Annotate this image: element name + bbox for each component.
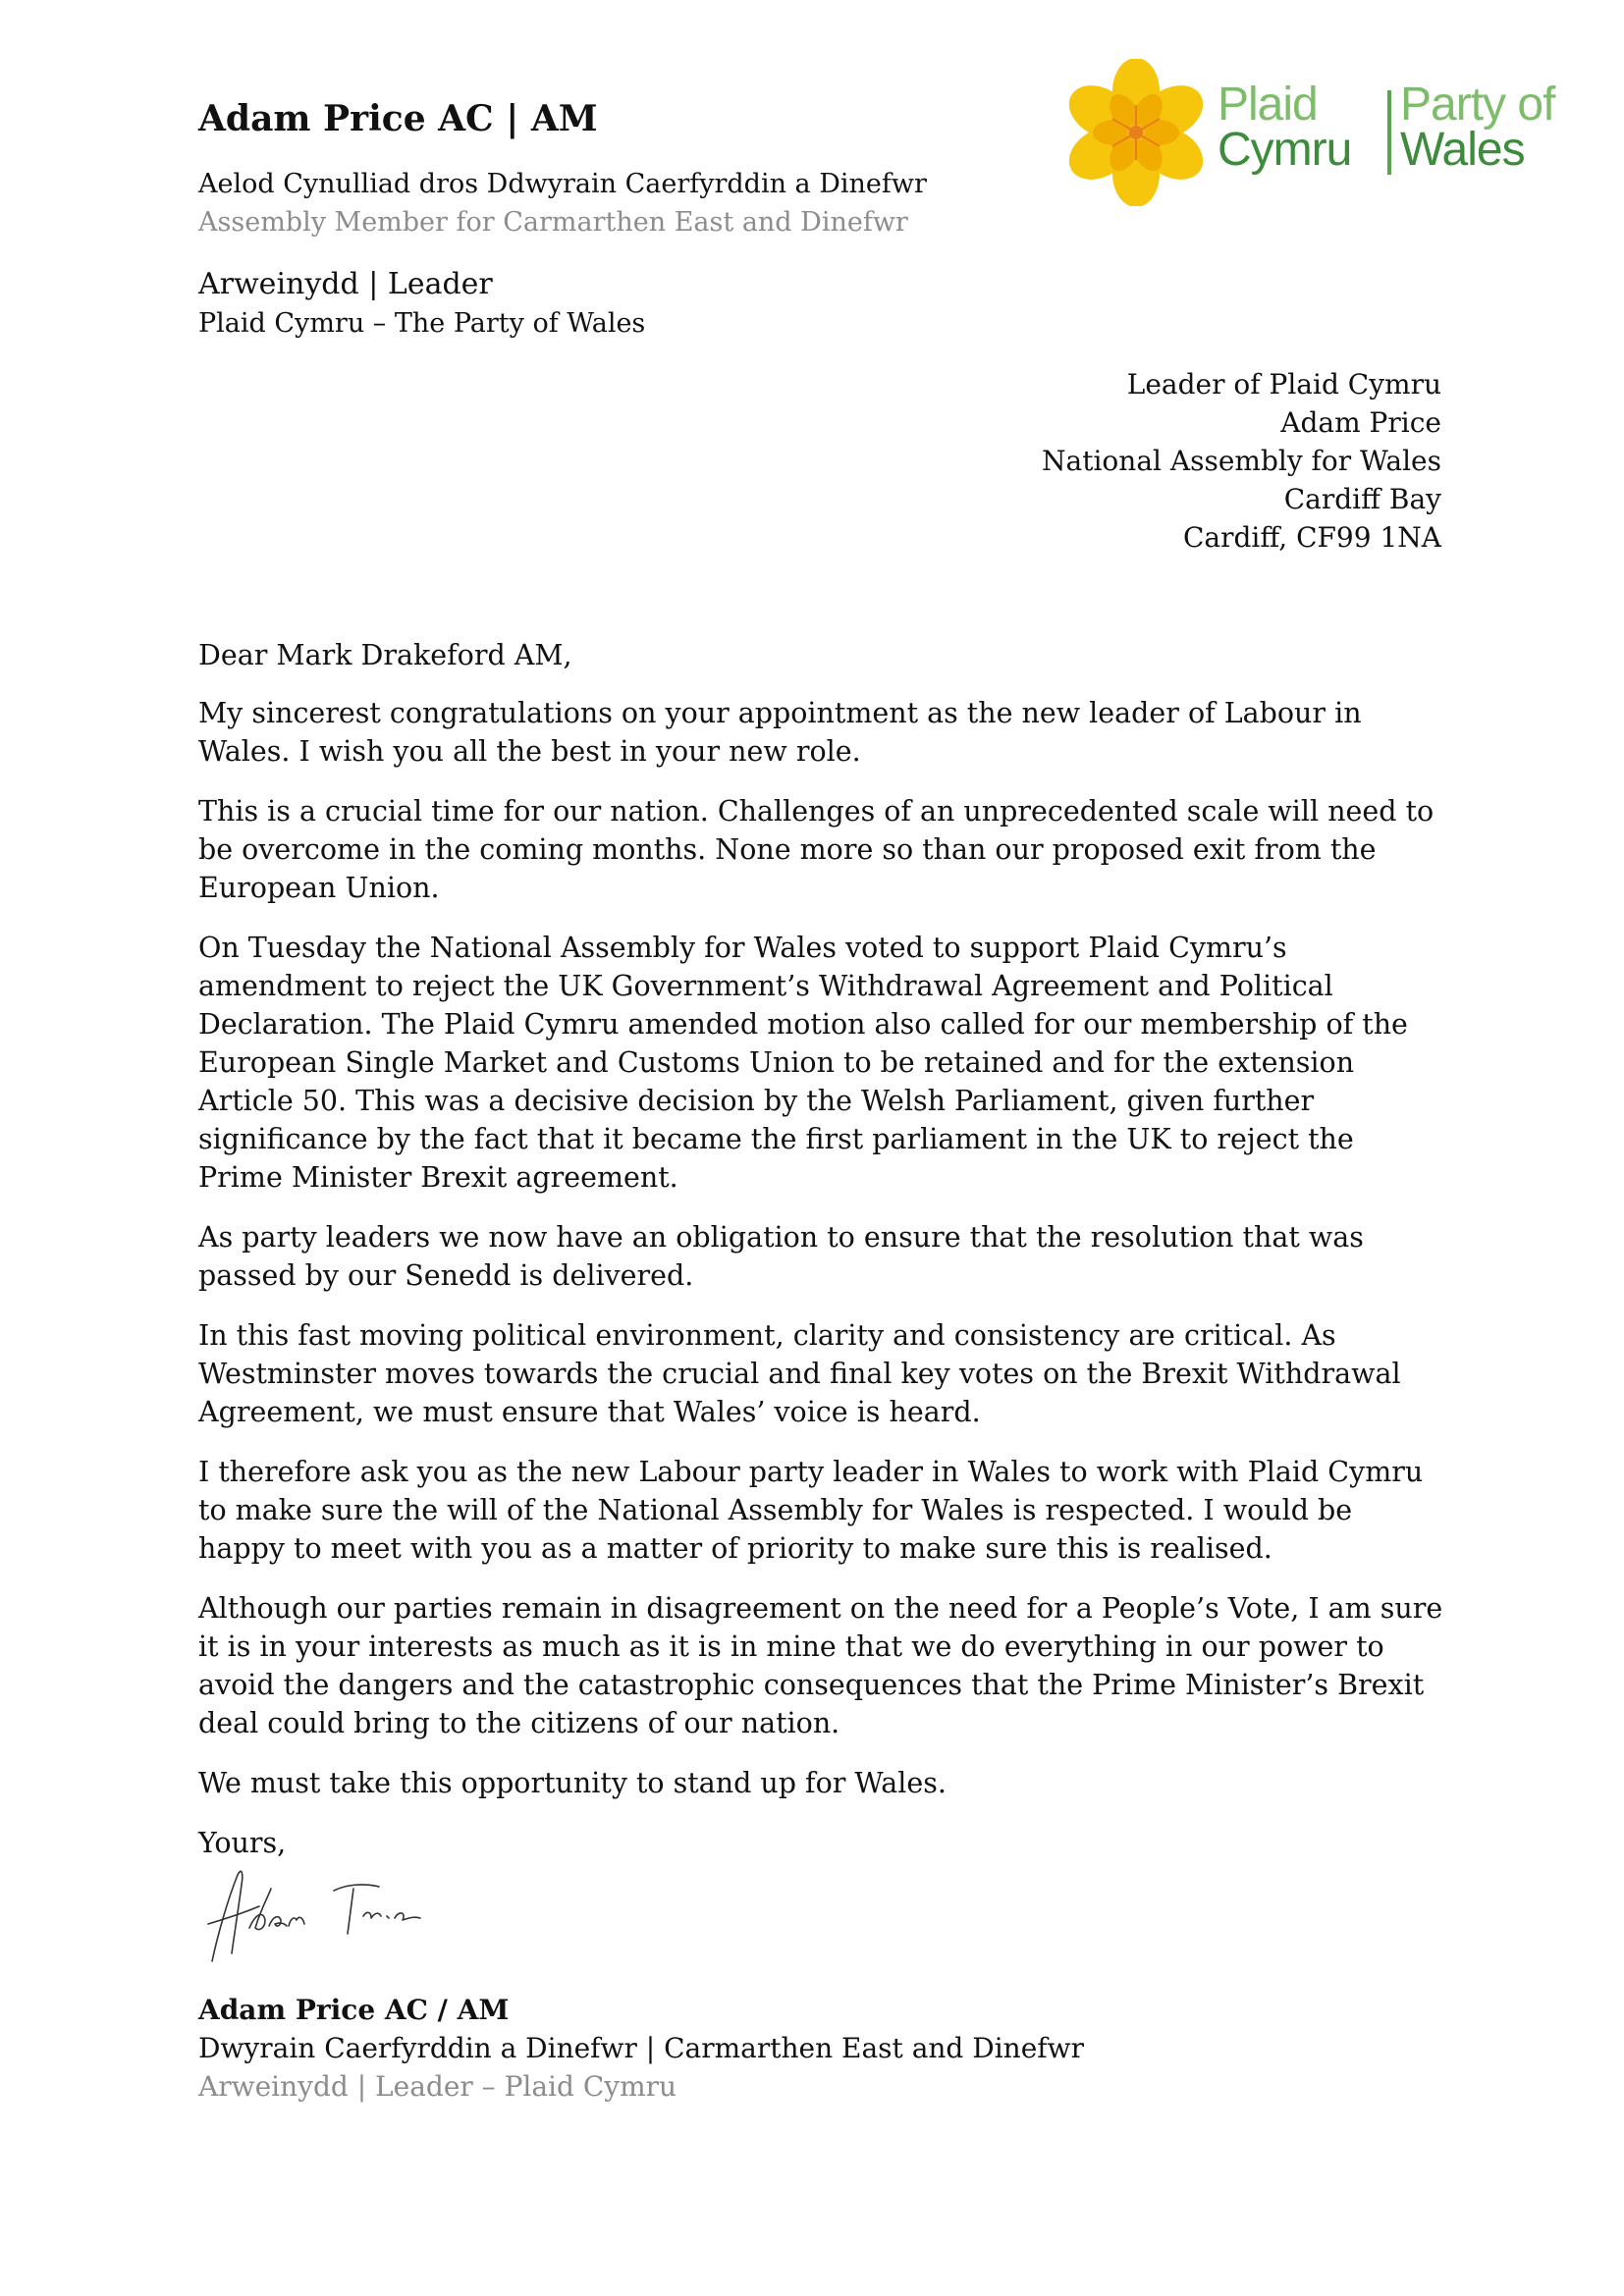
leader-title: Arweinydd | Leader xyxy=(198,267,493,301)
recipient-address xyxy=(1042,365,1441,557)
paragraph: As party leaders we now have an obligation to ensure that the resolution that was passed by our Senedd is delivered. xyxy=(198,1221,1364,1292)
paragraph: This is a crucial time for our nation. Challenges of an unprecedented scale will need to be overcome in the coming months. None more so than our proposed exit from the European Union. xyxy=(198,795,1435,904)
address-line: Cardiff Bay xyxy=(1283,483,1441,515)
address-line: Adam Price xyxy=(1280,406,1441,439)
handwritten-signature xyxy=(198,1845,434,1973)
signatory-role: Arweinydd | Leader – Plaid Cymru xyxy=(198,2070,677,2103)
closing: Yours, xyxy=(198,1827,287,1859)
paragraph: We must take this opportunity to stand up for Wales. xyxy=(198,1767,947,1799)
paragraph: In this fast moving political environment, clarity and consistency are critical. As Westminster moves towards the crucial and final key votes on the Brexit Withdrawal Agreement, we must ensure that Wales’ voice is heard. xyxy=(198,1319,1401,1428)
daffodil-icon xyxy=(1062,59,1210,206)
logo-text-wales: Wales xyxy=(1400,124,1525,176)
paragraph: My sincerest congratulations on your appointment as the new leader of Labour in Wales. I wish you all the best in your new role. xyxy=(198,697,1362,768)
paragraph: Although our parties remain in disagreement on the need for a People’s Vote, I am sure it is in your interests as much as it is in mine that we do everything in our power to avoid the dangers and the catastrophic consequences that the Prime Minister’s Brexit deal could bring to the citizens of our nation. xyxy=(198,1592,1443,1739)
logo-text-cymru: Cymru xyxy=(1218,124,1352,176)
paragraph: I therefore ask you as the new Labour party leader in Wales to work with Plaid Cymru to make sure the will of the National Assembly for Wales is respected. I would be happy to meet with you as a matter of priority to make sure this is realised. xyxy=(198,1456,1424,1565)
address-line: National Assembly for Wales xyxy=(1042,445,1441,477)
logo-text-plaid: Plaid xyxy=(1218,79,1318,131)
logo-text-party-of: Party of xyxy=(1400,79,1555,131)
sender-name: Adam Price AC | AM xyxy=(198,98,598,139)
letter-body xyxy=(198,636,1445,1884)
welsh-title: Aelod Cynulliad dros Ddwyrain Caerfyrddin a Dinefwr xyxy=(198,169,927,199)
address-line: Leader of Plaid Cymru xyxy=(1126,368,1441,400)
signature-block xyxy=(198,1991,1084,2106)
address-line: Cardiff, CF99 1NA xyxy=(1183,521,1441,554)
salutation: Dear Mark Drakeford AM, xyxy=(198,639,572,671)
signatory-constituency: Dwyrain Caerfyrddin a Dinefwr | Carmarthen East and Dinefwr xyxy=(198,2032,1084,2064)
logo-divider xyxy=(1387,90,1391,175)
signatory-name: Adam Price AC / AM xyxy=(198,1994,510,2026)
english-title: Assembly Member for Carmarthen East and Dinefwr xyxy=(198,207,908,238)
party-name: Plaid Cymru – The Party of Wales xyxy=(198,308,646,339)
paragraph: On Tuesday the National Assembly for Wales voted to support Plaid Cymru’s amendment to reject the UK Government’s Withdrawal Agreement and Political Declaration. The Plaid Cymru amended motion also called for our membership of the European Single Market and Customs Union to be retained and for the extension Article 50. This was a decisive decision by the Welsh Parliament, given further significance by the fact that it became the first parliament in the UK to reject the Prime Minister Brexit agreement. xyxy=(198,932,1408,1194)
